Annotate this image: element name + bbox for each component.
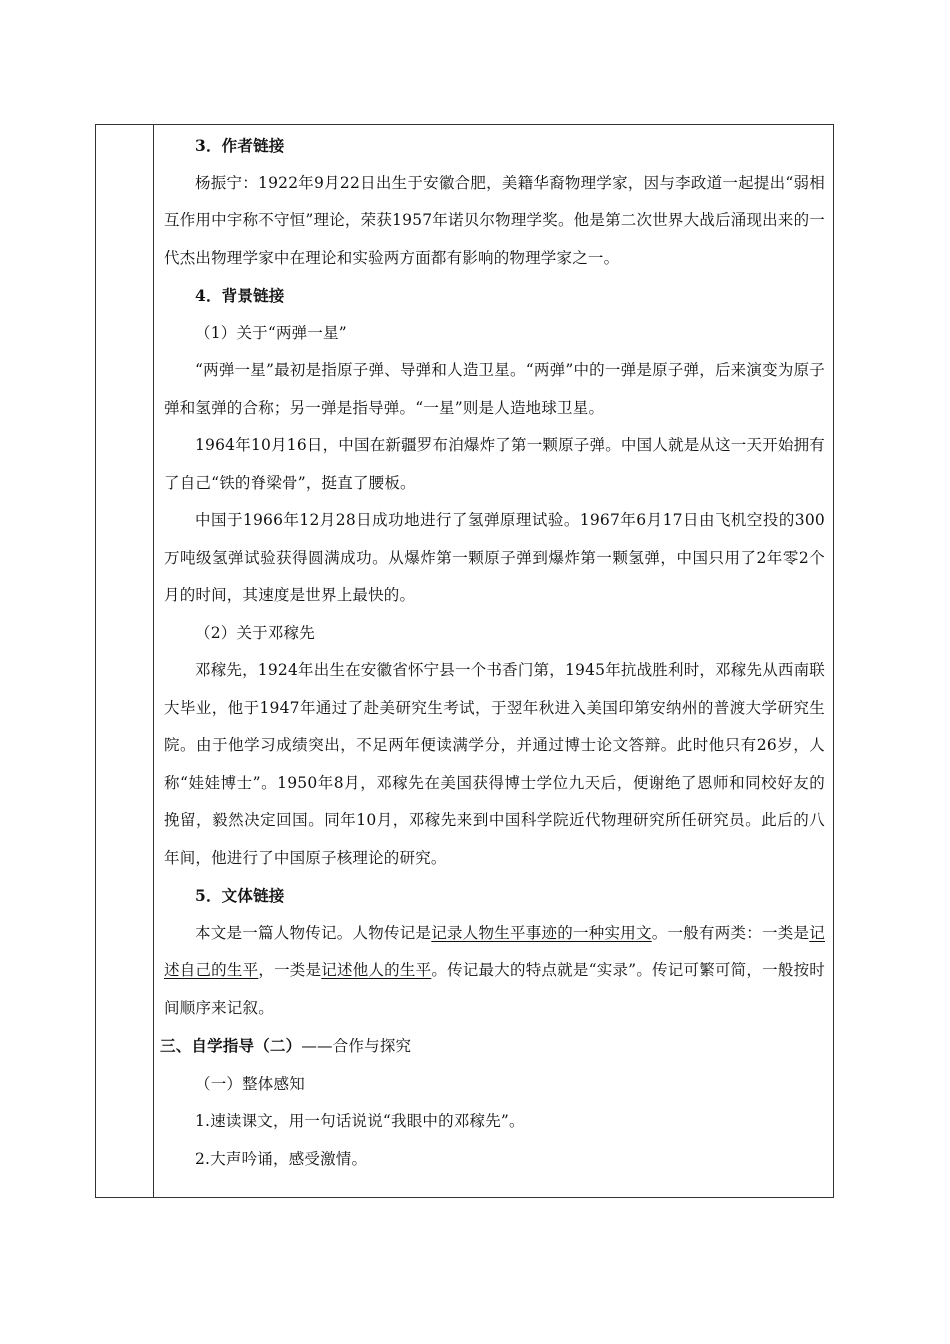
underlined-phrase-3: 记述他人的生平 <box>321 961 432 979</box>
task-item-1: 1.速读课文，用一句话说说“我眼中的邓稼先”。 <box>195 1112 525 1130</box>
subsection-two-bombs-heading: （1）关于“两弹一星” <box>195 323 347 342</box>
part-3-heading-rest: ——合作与探究 <box>301 1037 412 1055</box>
overall-perception-heading: （一）整体感知 <box>195 1074 305 1093</box>
two-bombs-paragraph-2: 1964年10月16日，中国在新疆罗布泊爆炸了第一颗原子弹。中国人就是从这一天开始拥有了自己“铁的脊梁骨”，挺直了腰板。 <box>164 436 825 492</box>
two-bombs-paragraph-1: “两弹一星”最初是指原子弹、导弹和人造卫星。“两弹”中的一弹是原子弹，后来演变为原子弹和氢弹的合称；另一弹是指导弹。“一星”则是人造地球卫星。 <box>164 361 825 417</box>
table-content-cell <box>154 125 833 1178</box>
two-bombs-paragraph-3: 中国于1966年12月28日成功地进行了氢弹原理试验。1967年6月17日由飞机空投的300万吨级氢弹试验获得圆满成功。从爆炸第一颗原子弹到爆炸第一颗氢弹，中国只用了2年零2个月的时间，其速度是世界上最快的。 <box>164 511 825 604</box>
section-5-heading: 5．文体链接 <box>195 886 285 905</box>
underlined-phrase-1: 记录人物生平事迹的一种实用文 <box>431 923 652 942</box>
section-3-heading: 3．作者链接 <box>195 136 285 155</box>
genre-text-d: 。传记最大的特点就是“实录”。传记可繁可简，一般按时间顺序来记叙。 <box>164 961 825 1017</box>
deng-paragraph: 邓稼先，1924年出生在安徽省怀宁县一个书香门第，1945年抗战胜利时，邓稼先从西南联大毕业，他于1947年通过了赴美研究生考试，于翌年秋进入美国印第安纳州的普渡大学研究生院。由于他学习成绩突出，不足两年便读满学分，并通过博士论文答辩。此时他只有26岁，人称“娃娃博士”。1950年8月，邓稼先在美国获得博士学位九天后，便谢绝了恩师和同校好友的挽留，毅然决定回国。同年10月，邓稼先来到中国科学院近代物理研究所任研究员。此后的八年间，他进行了中国原子核理论的研究。 <box>164 661 825 867</box>
section-4-heading: 4．背景链接 <box>195 286 285 305</box>
part-3-heading <box>160 1027 825 1066</box>
task-item-2: 2.大声吟诵，感受激情。 <box>195 1149 368 1168</box>
genre-paragraph <box>164 915 825 1028</box>
genre-text-a: 本文是一篇人物传记。人物传记是 <box>195 923 432 942</box>
subsection-deng-heading: （2）关于邓稼先 <box>195 623 315 642</box>
genre-text-c: ，一类是 <box>258 961 322 979</box>
author-link-paragraph: 杨振宁：1922年9月22日出生于安徽合肥，美籍华裔物理学家，因与李政道一起提出“弱相互作用中宇称不守恒”理论，荣获1957年诺贝尔物理学奖。他是第二次世界大战后涌现出来的一代杰出物理学家中在理论和实验两方面都有影响的物理学家之一。 <box>164 173 825 267</box>
underlined-phrase-2: 记述自己的生平 <box>164 923 825 979</box>
lesson-table <box>95 124 834 1198</box>
part-3-heading-bold: 三、自学指导（二） <box>160 1036 302 1055</box>
table-left-column <box>96 125 154 1197</box>
genre-text-b: 。一般有两类：一类是 <box>651 923 810 942</box>
